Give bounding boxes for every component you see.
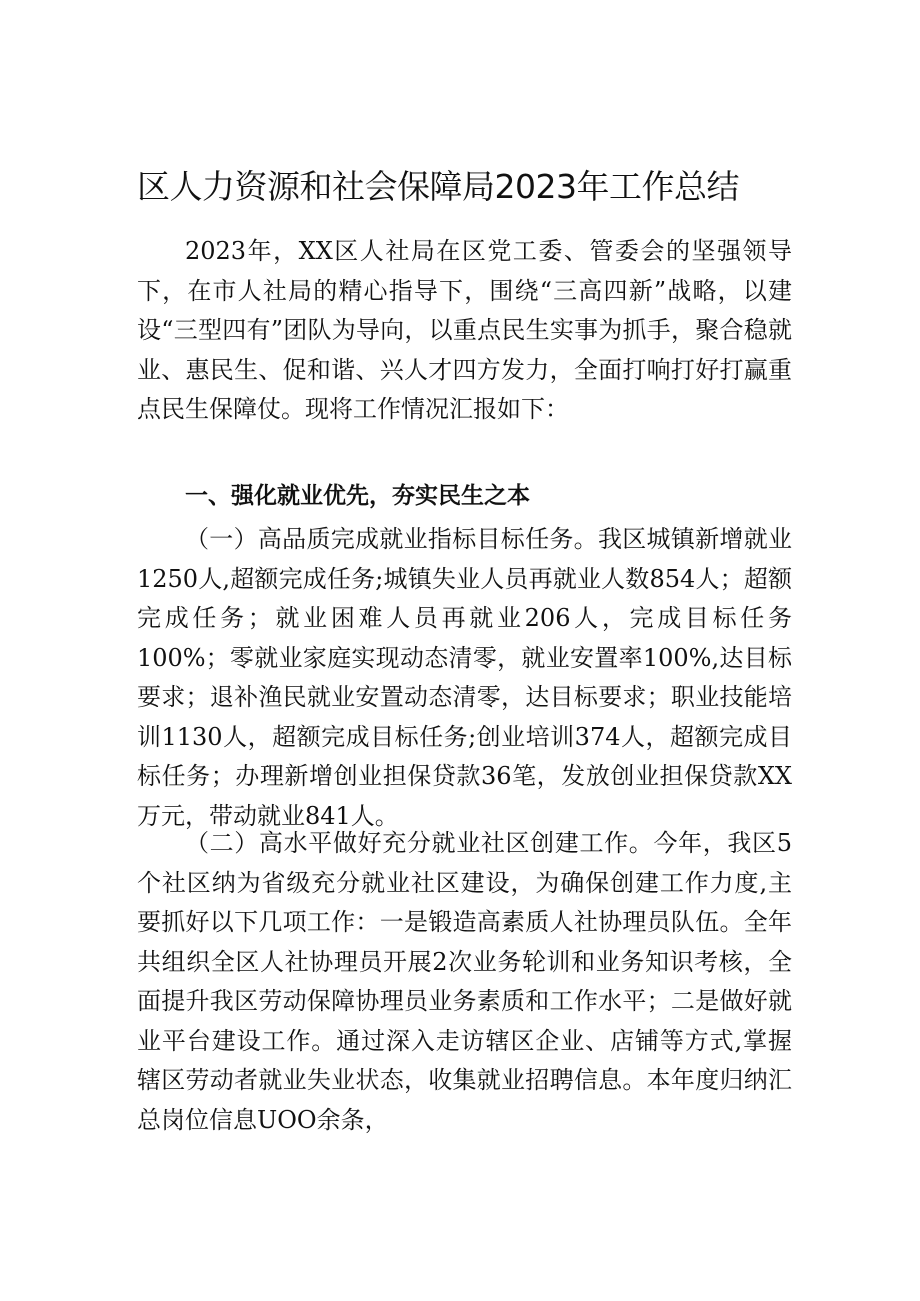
document-title: 区人力资源和社会保障局2023年工作总结 [137,167,739,206]
section-heading-1: 一、强化就业优先，夯实民生之本 [185,483,530,509]
item-1-paragraph: （一）高品质完成就业指标目标任务。我区城镇新增就业1250人,超额完成任务;城镇失业人员再就业人数854人；超额完成任务；就业困难人员再就业206人，完成目标任务100%；零就业家庭实现动态清零，就业安置率100%,达目标要求；退补渔民就业安置动态清零，达目标要求；职业技能培训1130人，超额完成目标任务;创业培训374人，超额完成目标任务；办理新增创业担保贷款36笔，发放创业担保贷款XX万元，带动就业841人。 [137,525,792,830]
intro-paragraph: 2023年，XX区人社局在区党工委、管委会的坚强领导下，在市人社局的精心指导下，围绕“三高四新”战略，以建设“三型四有”团队为导向，以重点民生实事为抓手，聚合稳就业、惠民生、促和谐、兴人才四方发力，全面打响打好打赢重点民生保障仗。现将工作情况汇报如下： [137,237,792,423]
item-2-paragraph: （二）高水平做好充分就业社区创建工作。今年，我区5个社区纳为省级充分就业社区建设，为确保创建工作力度,主要抓好以下几项工作：一是锻造高素质人社协理员队伍。全年共组织全区人社协理员开展2次业务轮训和业务知识考核，全面提升我区劳动保障协理员业务素质和工作水平；二是做好就业平台建设工作。通过深入走访辖区企业、店铺等方式,掌握辖区劳动者就业失业状态，收集就业招聘信息。本年度归纳汇总岗位信息UOO余条， [137,829,792,1134]
